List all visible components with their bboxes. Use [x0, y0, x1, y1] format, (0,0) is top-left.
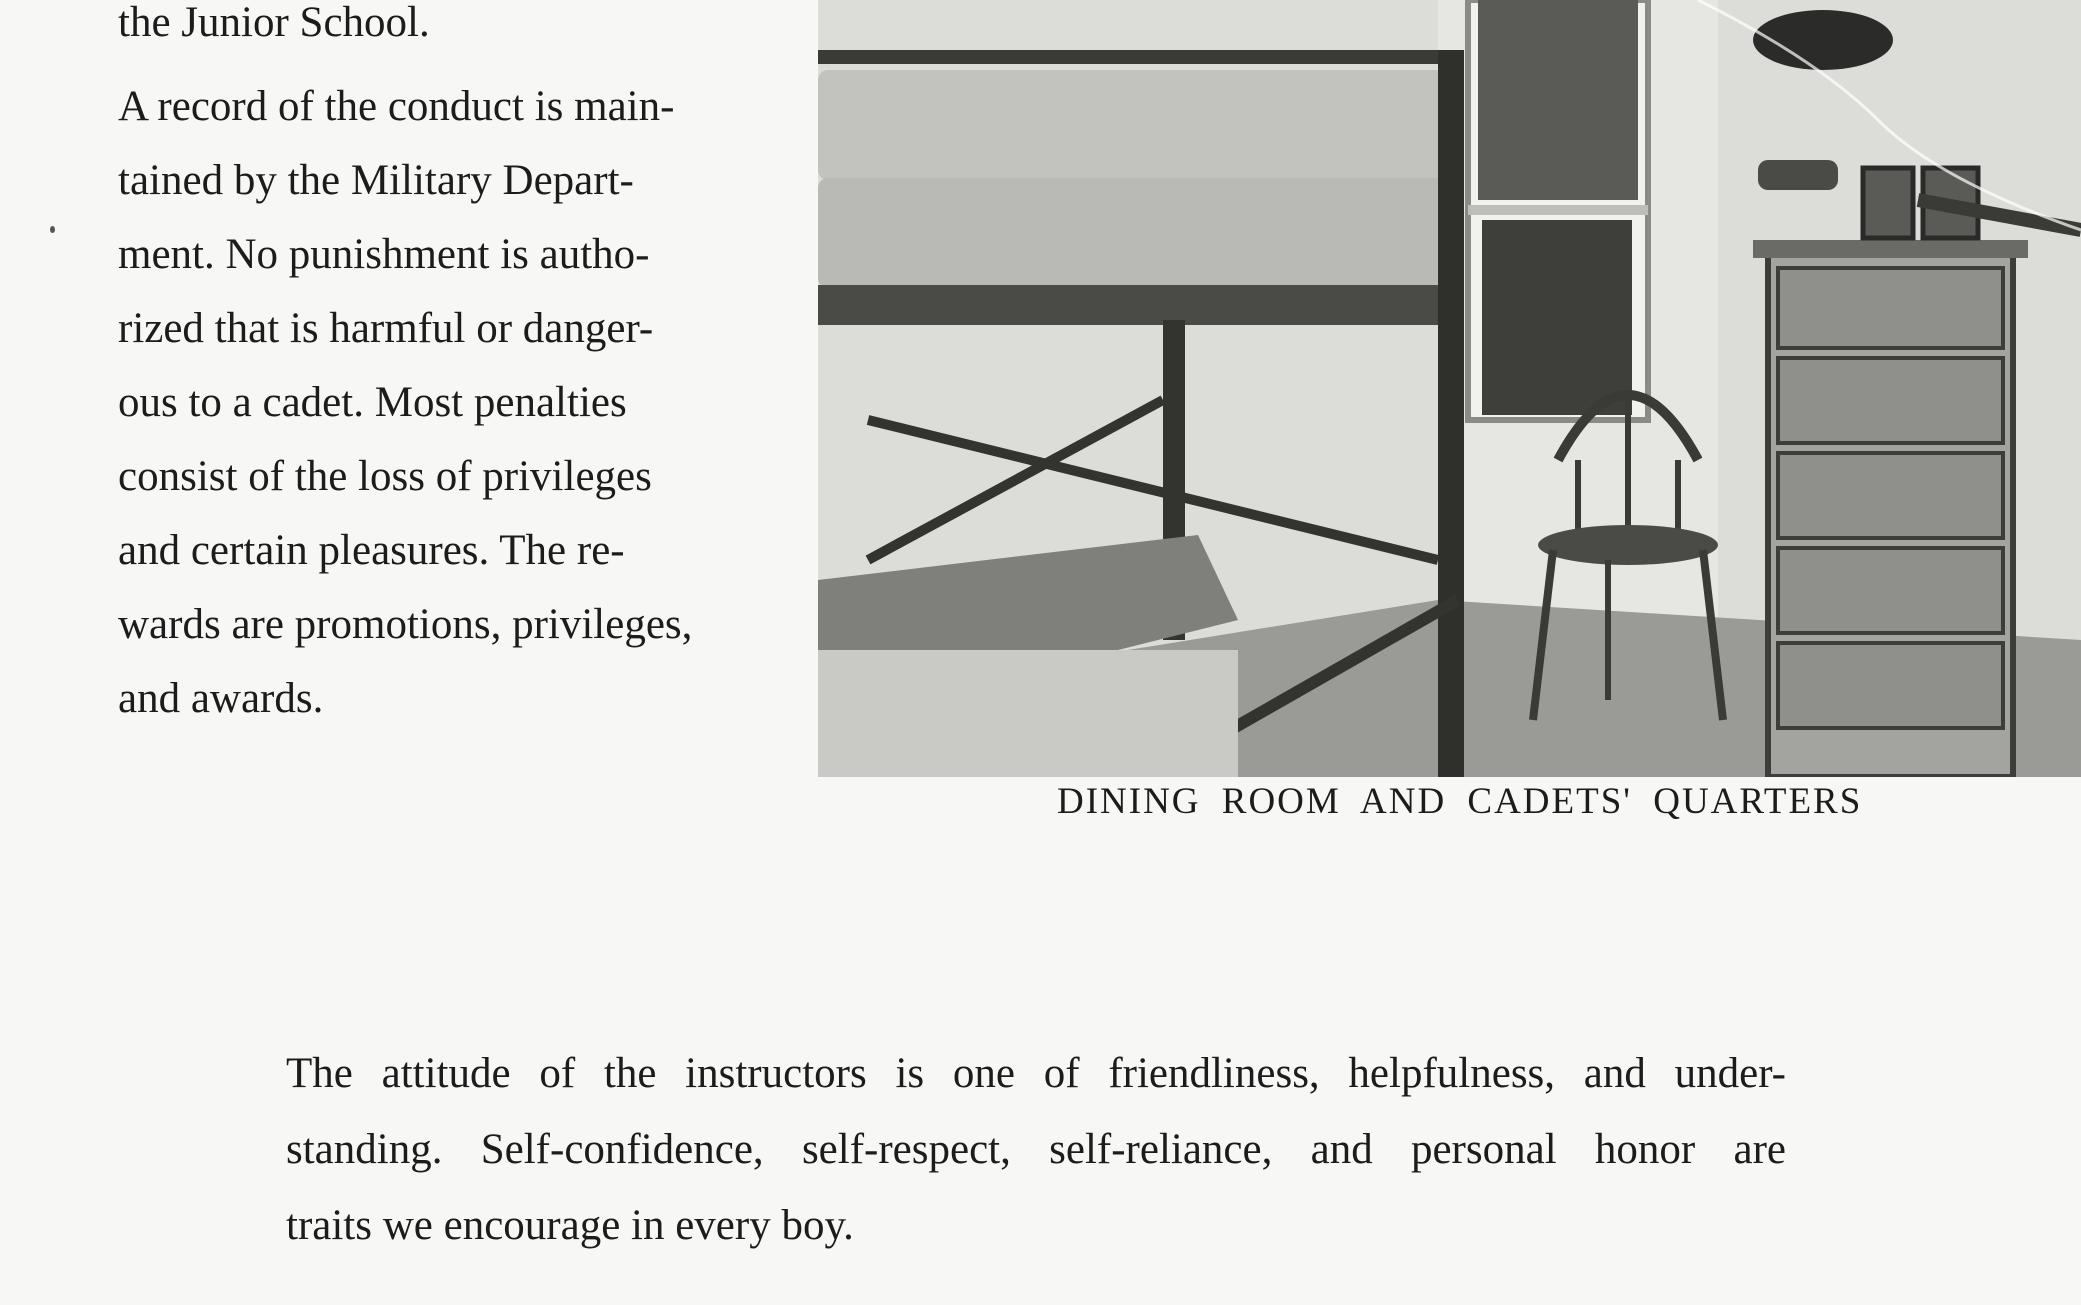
paragraph-line: and awards. — [118, 675, 324, 722]
paragraph-line: standing. Self-confidence, self-respect, self-reliance, and personal honor are — [286, 1126, 1786, 1173]
left-text-column — [118, 0, 738, 736]
conduct-paragraph — [118, 70, 726, 736]
attitude-paragraph — [286, 1036, 1786, 1264]
paragraph-line: ment. No punishment is autho- — [118, 231, 650, 278]
paragraph-line: and certain pleasures. The re- — [118, 527, 625, 574]
paragraph-line: wards are promotions, privileges, — [118, 601, 693, 648]
paragraph-line: ous to a cadet. Most penalties — [118, 379, 627, 426]
paragraph-line: rized that is harmful or danger- — [118, 305, 654, 352]
paper-speck — [50, 226, 55, 233]
cadets-quarters-photo — [818, 0, 2081, 777]
paragraph-line: The attitude of the instructors is one of friendliness, helpfulness, and under- — [286, 1050, 1786, 1097]
paragraph-line: consist of the loss of privileges — [118, 453, 652, 500]
photo-caption: DINING ROOM AND CADETS' QUARTERS — [1057, 781, 1863, 822]
paragraph-line: tained by the Military Depart- — [118, 157, 634, 204]
photo-illustration — [818, 0, 2081, 777]
paragraph-line: traits we encourage in every boy. — [286, 1202, 854, 1249]
continuation-line: the Junior School. — [118, 0, 430, 46]
paragraph-line: A record of the conduct is main- — [118, 83, 675, 130]
